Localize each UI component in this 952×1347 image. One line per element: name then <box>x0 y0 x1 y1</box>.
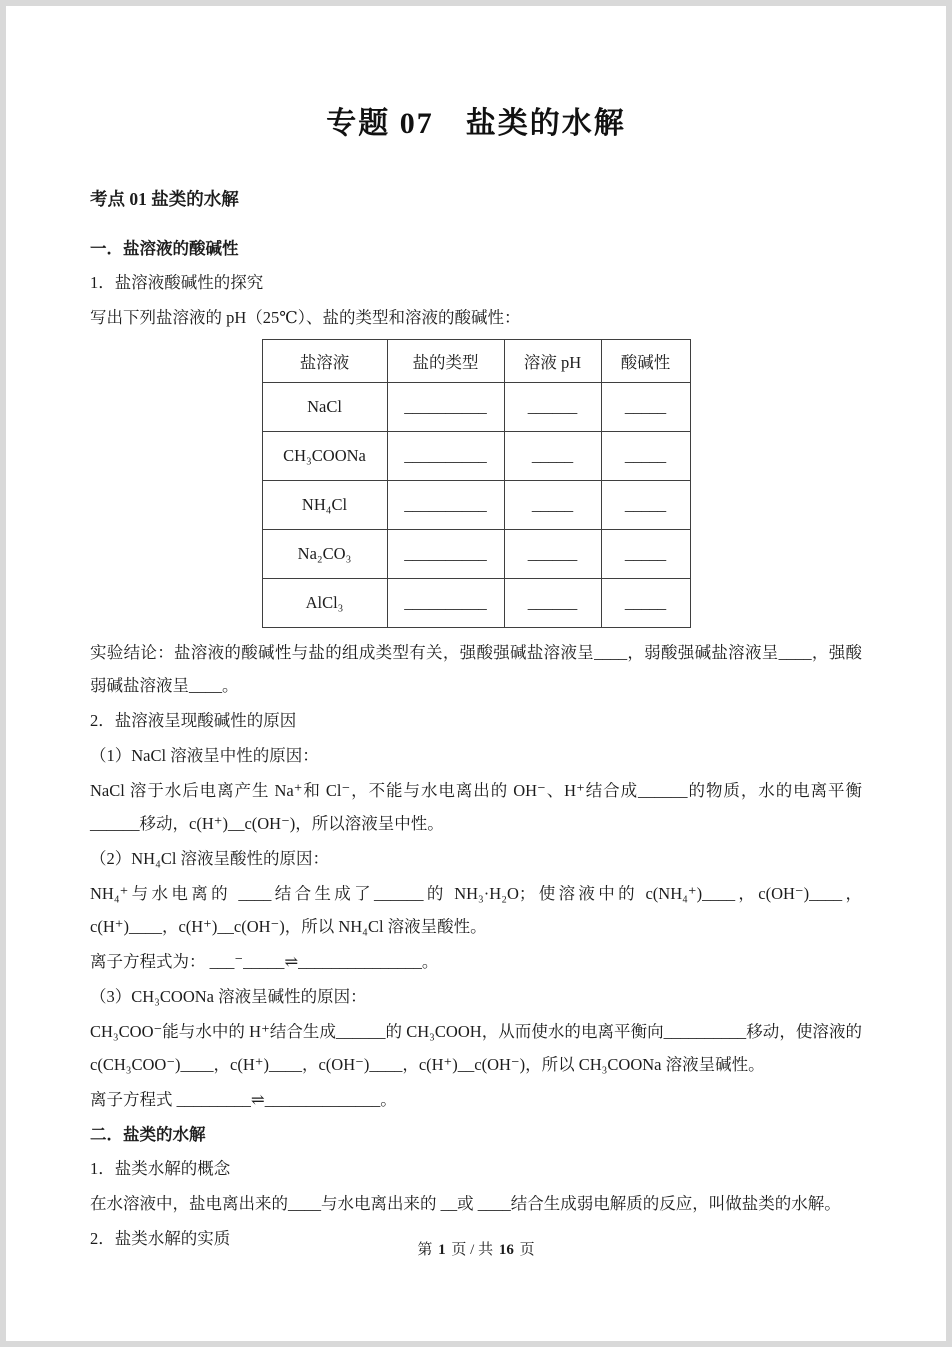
heading-kaodian-01: 考点 01 盐类的水解 <box>90 189 239 209</box>
cell-blank-acidity: _____ <box>601 432 690 481</box>
cell-blank-acidity: _____ <box>601 530 690 579</box>
footer-label-right: 页 <box>519 1242 535 1258</box>
header-salt-type: 盐的类型 <box>387 340 504 383</box>
footer-page-number: 1 <box>438 1242 446 1258</box>
cell-blank-salt-type: __________ <box>387 579 504 628</box>
table-row-na2co3 <box>262 530 690 579</box>
para-experiment-conclusion: 实验结论：盐溶液的酸碱性与盐的组成类型有关，强酸强碱盐溶液呈____，弱酸强碱盐溶液呈____，强酸弱碱盐溶液呈____。 <box>90 643 862 695</box>
cell-blank-acidity: _____ <box>601 481 690 530</box>
footer-label-left: 第 <box>417 1242 433 1258</box>
cell-blank-ph: ______ <box>504 579 601 628</box>
para-hydrolysis-concept-title: 1．盐类水解的概念 <box>90 1159 231 1178</box>
heading-section-1: 一．盐溶液的酸碱性 <box>90 239 239 258</box>
cell-salt-name: NaCl <box>262 383 387 432</box>
para-hydrolysis-essence-title: 2．盐类水解的实质 <box>90 1229 231 1248</box>
para-explore-title: 1．盐溶液酸碱性的探究 <box>90 273 264 292</box>
salt-solution-table <box>262 339 691 628</box>
heading-section-2: 二．盐类的水解 <box>90 1125 206 1144</box>
table-row-nacl <box>262 383 690 432</box>
cell-blank-acidity: _____ <box>601 383 690 432</box>
para-reason-title: 2．盐溶液呈现酸碱性的原因 <box>90 711 297 730</box>
para-nh4cl-reason-head: （2）NH₄Cl 溶液呈酸性的原因： <box>90 849 330 868</box>
footer-total-pages: 16 <box>498 1242 514 1258</box>
para-table-instruction: 写出下列盐溶液的 pH（25℃）、盐的类型和溶液的酸碱性： <box>90 308 521 327</box>
cell-blank-acidity: _____ <box>601 579 690 628</box>
table-header-row <box>262 340 690 383</box>
para-ch3coona-reason-body: CH₃COO⁻能与水中的 H⁺结合生成______的 CH₃COOH，从而使水的电离平衡向__________移动，使溶液的 c(CH₃COO⁻)____，c(H⁺)____，c(OH⁻)____，c(H⁺)__c(OH⁻)，所以 CH₃COONa 溶液呈碱性。 <box>90 1022 862 1074</box>
cell-blank-salt-type: __________ <box>387 530 504 579</box>
table-row-ch3coona <box>262 432 690 481</box>
para-ch3coona-ionic-equation: 离子方程式 _________⇌______________。 <box>90 1090 397 1109</box>
cell-blank-ph: ______ <box>504 530 601 579</box>
table-row-nh4cl <box>262 481 690 530</box>
cell-salt-name: Na₂CO₃ <box>262 530 387 579</box>
cell-blank-ph: ______ <box>504 383 601 432</box>
cell-blank-salt-type: __________ <box>387 432 504 481</box>
para-nacl-reason-head: （1）NaCl 溶液呈中性的原因： <box>90 746 319 765</box>
cell-salt-name: AlCl₃ <box>262 579 387 628</box>
header-solution-ph: 溶液 pH <box>504 340 601 383</box>
document-content <box>6 6 946 1255</box>
table-row-alcl3 <box>262 579 690 628</box>
cell-blank-salt-type: __________ <box>387 383 504 432</box>
para-nh4cl-ionic-equation: 离子方程式为： ___⁻_____⇌_______________。 <box>90 952 439 971</box>
doc-title: 专题 07 盐类的水解 <box>326 107 626 140</box>
para-nacl-reason-body: NaCl 溶于水后电离产生 Na⁺和 Cl⁻，不能与水电离出的 OH⁻、H⁺结合成______的物质，水的电离平衡______移动，c(H⁺)__c(OH⁻)，所以溶液呈中性。 <box>90 781 862 833</box>
page-footer <box>6 1238 946 1259</box>
header-salt-solution: 盐溶液 <box>262 340 387 383</box>
cell-blank-ph: _____ <box>504 481 601 530</box>
para-ch3coona-reason-head: （3）CH₃COONa 溶液呈碱性的原因： <box>90 987 367 1006</box>
cell-blank-ph: _____ <box>504 432 601 481</box>
header-acidity: 酸碱性 <box>601 340 690 383</box>
cell-salt-name: NH₄Cl <box>262 481 387 530</box>
cell-blank-salt-type: __________ <box>387 481 504 530</box>
cell-salt-name: CH₃COONa <box>262 432 387 481</box>
para-hydrolysis-concept-body: 在水溶液中，盐电离出来的____与水电离出来的 __或 ____结合生成弱电解质的反应，叫做盐类的水解。 <box>90 1194 841 1213</box>
para-nh4cl-reason-body: NH₄⁺与水电离的 ____结合生成了______的 NH₃·H₂O；使溶液中的 c(NH₄⁺)____，c(OH⁻)____，c(H⁺)____，c(H⁺)__c(OH⁻)，所以 NH₄Cl 溶液呈酸性。 <box>90 884 862 936</box>
footer-label-mid: 页 / 共 <box>451 1242 494 1258</box>
